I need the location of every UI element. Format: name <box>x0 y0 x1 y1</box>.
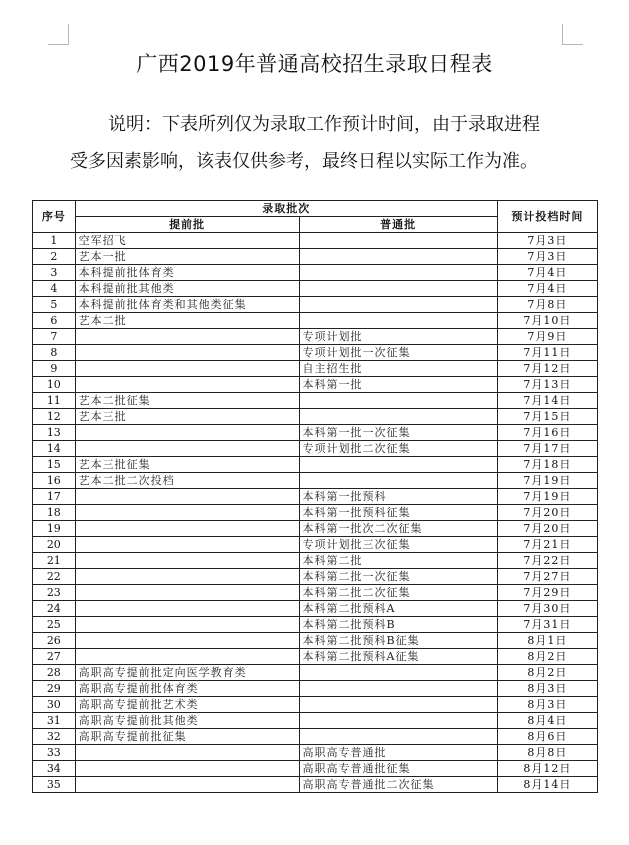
row-number: 14 <box>33 441 76 457</box>
table-row <box>33 233 598 249</box>
expected-date-cell: 7月18日 <box>497 457 597 473</box>
regular-batch-cell: 本科第二批 <box>299 553 497 569</box>
regular-batch-cell: 本科第一批次二次征集 <box>299 521 497 537</box>
row-number: 35 <box>33 777 76 793</box>
row-number: 12 <box>33 409 76 425</box>
expected-date-cell: 7月9日 <box>497 329 597 345</box>
expected-date-cell: 8月4日 <box>497 713 597 729</box>
table-row <box>33 393 598 409</box>
advance-batch-cell: 本科提前批体育类 <box>75 265 299 281</box>
row-number: 21 <box>33 553 76 569</box>
row-number: 17 <box>33 489 76 505</box>
row-number: 2 <box>33 249 76 265</box>
regular-batch-cell: 本科第二批一次征集 <box>299 569 497 585</box>
expected-date-cell: 8月1日 <box>497 633 597 649</box>
row-number: 8 <box>33 345 76 361</box>
advance-batch-cell <box>75 441 299 457</box>
regular-batch-cell: 本科第二批预科A征集 <box>299 649 497 665</box>
table-row <box>33 745 598 761</box>
table-row <box>33 601 598 617</box>
regular-batch-cell <box>299 457 497 473</box>
row-number: 1 <box>33 233 76 249</box>
row-number: 32 <box>33 729 76 745</box>
regular-batch-cell: 本科第二批预科B征集 <box>299 633 497 649</box>
table-row <box>33 297 598 313</box>
advance-batch-cell <box>75 569 299 585</box>
regular-batch-cell: 本科第一批预科 <box>299 489 497 505</box>
advance-batch-cell: 高职高专提前批定向医学教育类 <box>75 665 299 681</box>
expected-date-cell: 7月22日 <box>497 553 597 569</box>
advance-batch-cell <box>75 345 299 361</box>
table-row <box>33 665 598 681</box>
table-row <box>33 681 598 697</box>
advance-batch-cell: 艺本三批征集 <box>75 457 299 473</box>
regular-batch-cell <box>299 393 497 409</box>
regular-batch-cell <box>299 233 497 249</box>
regular-batch-cell: 专项计划批 <box>299 329 497 345</box>
expected-date-cell: 8月3日 <box>497 681 597 697</box>
table-row <box>33 329 598 345</box>
regular-batch-cell: 高职高专普通批 <box>299 745 497 761</box>
table-row <box>33 713 598 729</box>
table-row <box>33 345 598 361</box>
regular-batch-cell <box>299 697 497 713</box>
row-number: 13 <box>33 425 76 441</box>
advance-batch-cell: 艺本三批 <box>75 409 299 425</box>
row-number: 4 <box>33 281 76 297</box>
table-row <box>33 697 598 713</box>
row-number: 16 <box>33 473 76 489</box>
expected-date-cell: 7月8日 <box>497 297 597 313</box>
table-row <box>33 473 598 489</box>
regular-batch-cell: 本科第一批预科征集 <box>299 505 497 521</box>
expected-date-cell: 7月12日 <box>497 361 597 377</box>
regular-batch-cell: 本科第二批二次征集 <box>299 585 497 601</box>
row-number: 23 <box>33 585 76 601</box>
table-row <box>33 521 598 537</box>
regular-batch-cell: 专项计划批一次征集 <box>299 345 497 361</box>
advance-batch-cell: 本科提前批体育类和其他类征集 <box>75 297 299 313</box>
expected-date-cell: 7月4日 <box>497 281 597 297</box>
expected-date-cell: 7月11日 <box>497 345 597 361</box>
table-row <box>33 441 598 457</box>
header-regular-batch: 普通批 <box>299 217 497 233</box>
expected-date-cell: 7月20日 <box>497 521 597 537</box>
expected-date-cell: 7月15日 <box>497 409 597 425</box>
row-number: 22 <box>33 569 76 585</box>
table-row <box>33 409 598 425</box>
row-number: 7 <box>33 329 76 345</box>
regular-batch-cell <box>299 729 497 745</box>
advance-batch-cell <box>75 329 299 345</box>
regular-batch-cell <box>299 265 497 281</box>
advance-batch-cell: 艺本二批征集 <box>75 393 299 409</box>
expected-date-cell: 7月4日 <box>497 265 597 281</box>
header-advance-batch: 提前批 <box>75 217 299 233</box>
expected-date-cell: 8月3日 <box>497 697 597 713</box>
advance-batch-cell <box>75 777 299 793</box>
row-number: 27 <box>33 649 76 665</box>
row-number: 31 <box>33 713 76 729</box>
row-number: 5 <box>33 297 76 313</box>
table-row <box>33 457 598 473</box>
table-row <box>33 489 598 505</box>
row-number: 6 <box>33 313 76 329</box>
regular-batch-cell <box>299 681 497 697</box>
note-line-2: 受多因素影响，该表仅供参考，最终日程以实际工作为准。 <box>70 151 538 172</box>
table-row <box>33 361 598 377</box>
row-number: 34 <box>33 761 76 777</box>
row-number: 20 <box>33 537 76 553</box>
note-line-1: 说明：下表所列仅为录取工作预计时间，由于录取进程 <box>108 114 540 135</box>
table-row <box>33 553 598 569</box>
expected-date-cell: 7月3日 <box>497 249 597 265</box>
expected-date-cell: 8月6日 <box>497 729 597 745</box>
advance-batch-cell: 高职高专提前批其他类 <box>75 713 299 729</box>
table-row <box>33 649 598 665</box>
row-number: 18 <box>33 505 76 521</box>
advance-batch-cell <box>75 377 299 393</box>
advance-batch-cell <box>75 537 299 553</box>
table-row <box>33 777 598 793</box>
table-row <box>33 761 598 777</box>
advance-batch-cell: 高职高专提前批征集 <box>75 729 299 745</box>
table-row <box>33 569 598 585</box>
header-serial-number: 序号 <box>33 201 76 233</box>
advance-batch-cell: 艺本二批 <box>75 313 299 329</box>
advance-batch-cell <box>75 745 299 761</box>
table-row <box>33 281 598 297</box>
table-row <box>33 537 598 553</box>
table-row <box>33 265 598 281</box>
expected-date-cell: 7月14日 <box>497 393 597 409</box>
advance-batch-cell <box>75 553 299 569</box>
row-number: 29 <box>33 681 76 697</box>
expected-date-cell: 7月17日 <box>497 441 597 457</box>
row-number: 19 <box>33 521 76 537</box>
header-expected-time: 预计投档时间 <box>497 201 597 233</box>
row-number: 11 <box>33 393 76 409</box>
expected-date-cell: 8月2日 <box>497 665 597 681</box>
advance-batch-cell <box>75 617 299 633</box>
regular-batch-cell: 专项计划批三次征集 <box>299 537 497 553</box>
row-number: 26 <box>33 633 76 649</box>
advance-batch-cell <box>75 601 299 617</box>
page-corner-mark-top-right <box>562 24 583 45</box>
row-number: 25 <box>33 617 76 633</box>
expected-date-cell: 7月30日 <box>497 601 597 617</box>
expected-date-cell: 7月27日 <box>497 569 597 585</box>
row-number: 24 <box>33 601 76 617</box>
regular-batch-cell: 专项计划批二次征集 <box>299 441 497 457</box>
expected-date-cell: 7月19日 <box>497 489 597 505</box>
regular-batch-cell: 本科第二批预科B <box>299 617 497 633</box>
regular-batch-cell <box>299 281 497 297</box>
advance-batch-cell: 本科提前批其他类 <box>75 281 299 297</box>
advance-batch-cell <box>75 585 299 601</box>
row-number: 33 <box>33 745 76 761</box>
expected-date-cell: 8月2日 <box>497 649 597 665</box>
regular-batch-cell: 高职高专普通批二次征集 <box>299 777 497 793</box>
advance-batch-cell <box>75 425 299 441</box>
advance-batch-cell <box>75 761 299 777</box>
advance-batch-cell: 高职高专提前批体育类 <box>75 681 299 697</box>
regular-batch-cell: 自主招生批 <box>299 361 497 377</box>
advance-batch-cell: 高职高专提前批艺术类 <box>75 697 299 713</box>
expected-date-cell: 7月13日 <box>497 377 597 393</box>
page-corner-mark-top-left <box>48 24 69 45</box>
regular-batch-cell <box>299 473 497 489</box>
expected-date-cell: 7月20日 <box>497 505 597 521</box>
expected-date-cell: 7月10日 <box>497 313 597 329</box>
expected-date-cell: 7月31日 <box>497 617 597 633</box>
row-number: 10 <box>33 377 76 393</box>
regular-batch-cell <box>299 665 497 681</box>
row-number: 9 <box>33 361 76 377</box>
regular-batch-cell: 高职高专普通批征集 <box>299 761 497 777</box>
table-row <box>33 617 598 633</box>
advance-batch-cell <box>75 489 299 505</box>
regular-batch-cell <box>299 249 497 265</box>
expected-date-cell: 8月8日 <box>497 745 597 761</box>
regular-batch-cell: 本科第一批一次征集 <box>299 425 497 441</box>
advance-batch-cell: 艺本二批二次投档 <box>75 473 299 489</box>
expected-date-cell: 8月14日 <box>497 777 597 793</box>
table-row <box>33 505 598 521</box>
table-body <box>33 233 598 793</box>
advance-batch-cell: 艺本一批 <box>75 249 299 265</box>
document-title: 广西2019年普通高校招生录取日程表 <box>136 52 493 76</box>
regular-batch-cell <box>299 713 497 729</box>
advance-batch-cell <box>75 521 299 537</box>
regular-batch-cell <box>299 313 497 329</box>
table-row <box>33 585 598 601</box>
advance-batch-cell <box>75 649 299 665</box>
advance-batch-cell <box>75 633 299 649</box>
expected-date-cell: 7月3日 <box>497 233 597 249</box>
row-number: 30 <box>33 697 76 713</box>
row-number: 3 <box>33 265 76 281</box>
table-row <box>33 425 598 441</box>
advance-batch-cell <box>75 505 299 521</box>
admission-schedule-table <box>32 200 598 793</box>
regular-batch-cell: 本科第二批预科A <box>299 601 497 617</box>
table-row <box>33 729 598 745</box>
expected-date-cell: 7月19日 <box>497 473 597 489</box>
expected-date-cell: 7月16日 <box>497 425 597 441</box>
header-admission-batch: 录取批次 <box>75 201 497 217</box>
advance-batch-cell <box>75 361 299 377</box>
expected-date-cell: 7月21日 <box>497 537 597 553</box>
table-row <box>33 377 598 393</box>
table-row <box>33 249 598 265</box>
row-number: 28 <box>33 665 76 681</box>
regular-batch-cell: 本科第一批 <box>299 377 497 393</box>
table-row <box>33 633 598 649</box>
regular-batch-cell <box>299 297 497 313</box>
expected-date-cell: 8月12日 <box>497 761 597 777</box>
advance-batch-cell: 空军招飞 <box>75 233 299 249</box>
row-number: 15 <box>33 457 76 473</box>
table-row <box>33 313 598 329</box>
regular-batch-cell <box>299 409 497 425</box>
expected-date-cell: 7月29日 <box>497 585 597 601</box>
